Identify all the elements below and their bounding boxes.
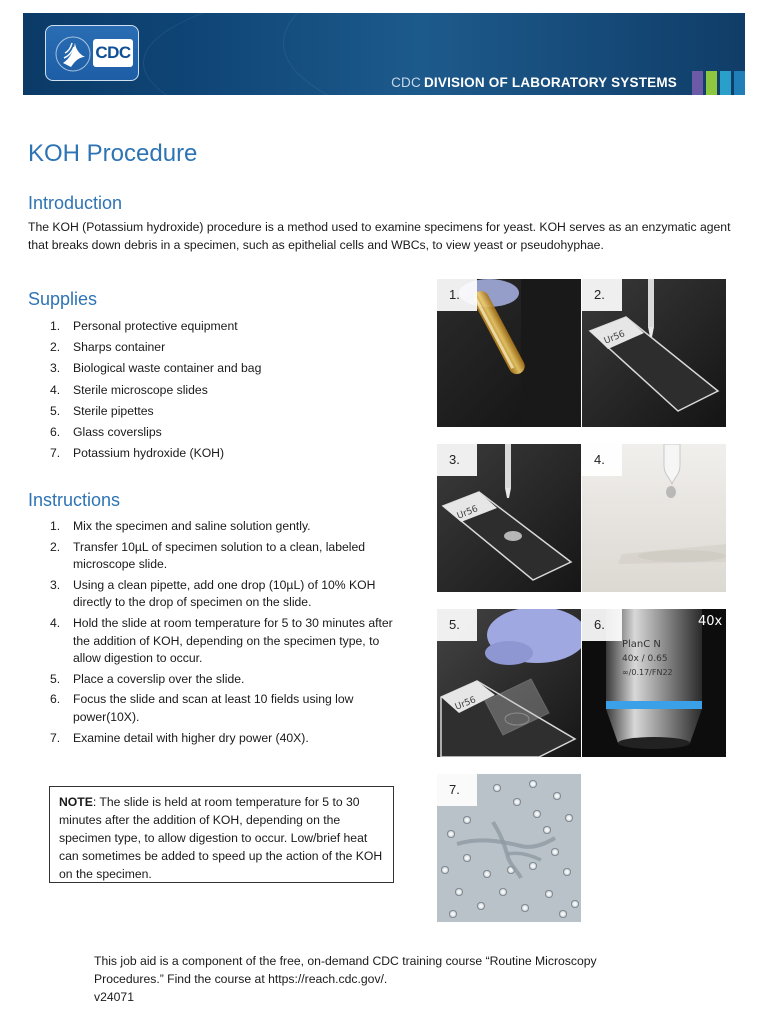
- supplies-heading: Supplies: [28, 289, 98, 309]
- list-text: Sharps container: [73, 340, 166, 355]
- list-number: 4.: [50, 382, 61, 397]
- slide-label-text: Ur56: [455, 504, 480, 522]
- list-text: Sterile pipettes: [73, 403, 154, 418]
- list-number: 7.: [50, 730, 61, 745]
- division-title: [391, 75, 677, 90]
- hhs-eagle-icon: [55, 33, 91, 75]
- cdc-logo[interactable]: [45, 25, 139, 81]
- list-text: Mix the specimen and saline solution gently.: [73, 519, 311, 533]
- list-number: 3.: [50, 577, 61, 592]
- cdc-logo-text: CDC: [93, 39, 133, 67]
- list-text: Hold the slide at room temperature for 5 to 30 minutes after the addition of KOH, depending on the specimen type, to allow digestion to occur.: [73, 616, 393, 666]
- color-strip: [692, 71, 703, 95]
- photo-label: 1.: [437, 279, 477, 311]
- list-number: 3.: [50, 361, 61, 376]
- list-number: 6.: [50, 692, 61, 707]
- color-strip: [720, 71, 731, 95]
- list-item: [50, 691, 395, 726]
- list-item: [50, 730, 395, 748]
- objective-text: PlanC N: [622, 639, 661, 650]
- list-number: 5.: [50, 671, 61, 686]
- magnification-badge: 40x: [698, 614, 723, 629]
- objective-text: 40x / 0.65: [622, 654, 668, 664]
- list-number: 1.: [50, 319, 61, 333]
- list-text: Using a clean pipette, add one drop (10µL) of 10% KOH directly to the drop of specimen on the slide.: [73, 577, 376, 610]
- photo-step-6: [582, 609, 726, 757]
- list-item: [50, 424, 395, 442]
- photo-label: 5.: [437, 609, 477, 641]
- objective-text: ∞/0.17/FN22: [622, 668, 673, 677]
- instructions-heading: Instructions: [28, 490, 121, 510]
- photo-step-7: [437, 774, 581, 922]
- page-title: KOH Procedure: [28, 140, 198, 167]
- note-box: [49, 786, 394, 883]
- color-strip: [706, 71, 717, 95]
- list-text: Potassium hydroxide (KOH): [73, 446, 225, 461]
- color-strips: [689, 71, 745, 95]
- list-text: Place a coverslip over the slide.: [73, 671, 245, 686]
- list-text: Personal protective equipment: [73, 319, 238, 333]
- list-number: 5.: [50, 403, 61, 418]
- supplies-list: [50, 318, 395, 466]
- list-text: Biological waste container and bag: [73, 361, 262, 376]
- note-label: NOTE: [59, 795, 93, 809]
- slide-label-text: Ur56: [602, 329, 627, 347]
- photo-step-2: [582, 279, 726, 427]
- division-prefix: CDC: [391, 75, 421, 90]
- list-item: [50, 671, 395, 689]
- list-number: 2.: [50, 340, 61, 355]
- list-number: 1.: [50, 519, 61, 533]
- list-item: [50, 615, 395, 668]
- list-number: 2.: [50, 539, 61, 554]
- photo-step-5: [437, 609, 581, 757]
- footer: [94, 952, 654, 1006]
- list-item: [50, 318, 395, 336]
- list-text: Examine detail with higher dry power (40X).: [73, 730, 309, 745]
- footer-text: This job aid is a component of the free, on-demand CDC training course “Routine Microscopy Procedures.” Find the course at https://reach.cdc.gov/.: [94, 954, 597, 986]
- list-number: 6.: [50, 424, 61, 439]
- header-banner: [23, 13, 745, 95]
- photo-step-1: [437, 279, 581, 427]
- list-item: [50, 339, 395, 357]
- slide-label-text: Ur56: [453, 695, 478, 713]
- introduction-text: The KOH (Potassium hydroxide) procedure is a method used to examine specimens for yeast. KOH serves as an enzymatic agent that breaks down debris in a specimen, such as epithelial cells and WBCs, to view yeast or pseudohyphae.: [28, 220, 731, 252]
- photo-step-4: [582, 444, 726, 592]
- list-item: [50, 360, 395, 378]
- list-item: [50, 577, 395, 612]
- list-text: Focus the slide and scan at least 10 fields using low power(10X).: [73, 692, 354, 724]
- photo-label: 2.: [582, 279, 622, 311]
- version-text: v24071: [94, 990, 134, 1004]
- list-item: [50, 403, 395, 421]
- introduction-heading: Introduction: [28, 193, 123, 213]
- photo-step-3: [437, 444, 581, 592]
- note-text: : The slide is held at room temperature for 5 to 30 minutes after the addition of KOH, depending on the specimen type, to allow digestion to occur. Low/brief heat can sometimes be added to speed up the action of the KOH on the specimen.: [59, 795, 383, 881]
- list-text: Glass coverslips: [73, 424, 162, 439]
- list-item: [50, 382, 395, 400]
- photo-label: 6.: [582, 609, 622, 641]
- color-strip: [734, 71, 745, 95]
- list-number: 4.: [50, 616, 61, 631]
- list-item: [50, 518, 395, 536]
- instructions-list: [50, 518, 395, 750]
- list-text: Transfer 10µL of specimen solution to a clean, labeled microscope slide.: [73, 539, 366, 572]
- list-text: Sterile microscope slides: [73, 382, 208, 397]
- photo-label: 3.: [437, 444, 477, 476]
- list-item: [50, 539, 395, 574]
- list-item: [50, 445, 395, 463]
- photo-label: 4.: [582, 444, 622, 476]
- division-name: DIVISION OF LABORATORY SYSTEMS: [423, 75, 677, 90]
- list-number: 7.: [50, 446, 61, 461]
- photo-label: 7.: [437, 774, 477, 806]
